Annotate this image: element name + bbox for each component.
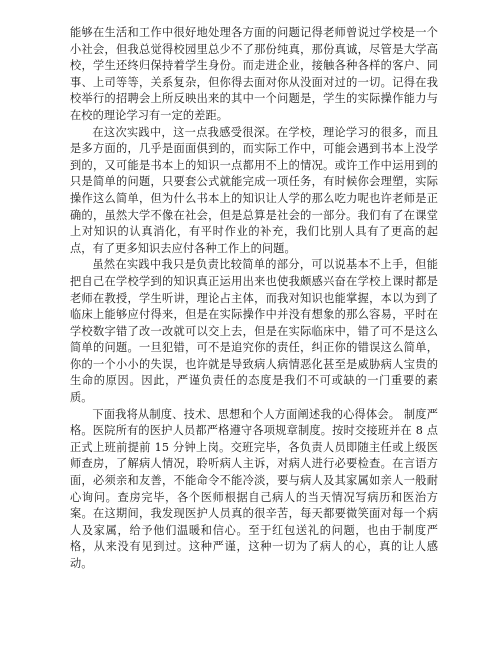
paragraph: 虽然在实践中我只是负责比较简单的部分，可以说基本不上手，但能把自己在学校学到的知识真正运用出来也使我颇感兴奋在学校上课时都是老师在教授，学生听讲，理论占主体，而我对知识也能掌握，本以为到了临床上能够应付得来，但是在实际操作中并没有想象的那么容易，平时在学校数字错了改一改就可以交上去，但是在实际临床中，错了可不是这么简单的问题。一旦犯错，可不是追究你的责任，纠正你的错误这么简单，你的一个小小的失误，也许就是导致病人病情恶化甚至是威胁病人宝贵的生命的原因。因此，严谨负责任的态度是我们不可或缺的一门重要的素质。 xyxy=(70,258,438,405)
paragraph: 能够在生活和工作中很好地处理各方面的问题记得老师曾说过学校是一个小社会，但我总觉得校园里总少不了那份纯真，那份真诚，尽管是大学高校，学生还终归保持着学生身份。而走进企业，接触各种各样的客户、同事、上司等等，关系复杂，但你得去面对你从没面对过的一切。记得在我校举行的招聘会上所反映出来的其中一个问题是，学生的实际操作能力与在校的理论学习有一定的差距。 xyxy=(70,26,438,122)
paragraph: 在这次实践中，这一点我感受很深。在学校，理论学习的很多，而且是多方面的，几乎是面面俱到的，而实际工作中，可能会遇到书本上没学到的，又可能是书本上的知识一点都用不上的情况。或许工作中运用到的只是简单的问题，只要套公式就能完成一项任务，有时候你会理塑，实际操作这么简单，但为什么书本上的知识让人学的那么吃力呢也许老师是正确的，虽然大学不像在社会，但是总算是社会的一部分。我们有了在课堂上对知识的认真消化，有平时作业的补充，我们比别人具有了更高的起点，有了更多知识去应付各种工作上的问题。 xyxy=(70,125,438,255)
paragraph: 下面我将从制度、技术、思想和个人方面阐述我的心得体会。 制度严格。医院所有的医护人员都严格遵守各项规章制度。按时交接班并在 8 点正式上班前提前 15 分钟上岗。交班完毕，各负责人员即随主任或上级医师查房，了解病人情况，聆听病人主诉，对病人进行必要检查。在言语方面，必须亲和友善，不能命令不能冷淡，要与病人及其家属如亲人一般耐心询问。查房完毕，各个医师根据自己病人的当天情况写病历和医治方案。在这期间，我发现医护人员真的很辛苦，每天都要微笑面对每一个病人及家属，给予他们温暖和信心。至于红包送礼的问题，也由于制度严格，从来没有见到过。这种严谨，这种一切为了病人的心，真的让人感动。 xyxy=(70,407,438,570)
